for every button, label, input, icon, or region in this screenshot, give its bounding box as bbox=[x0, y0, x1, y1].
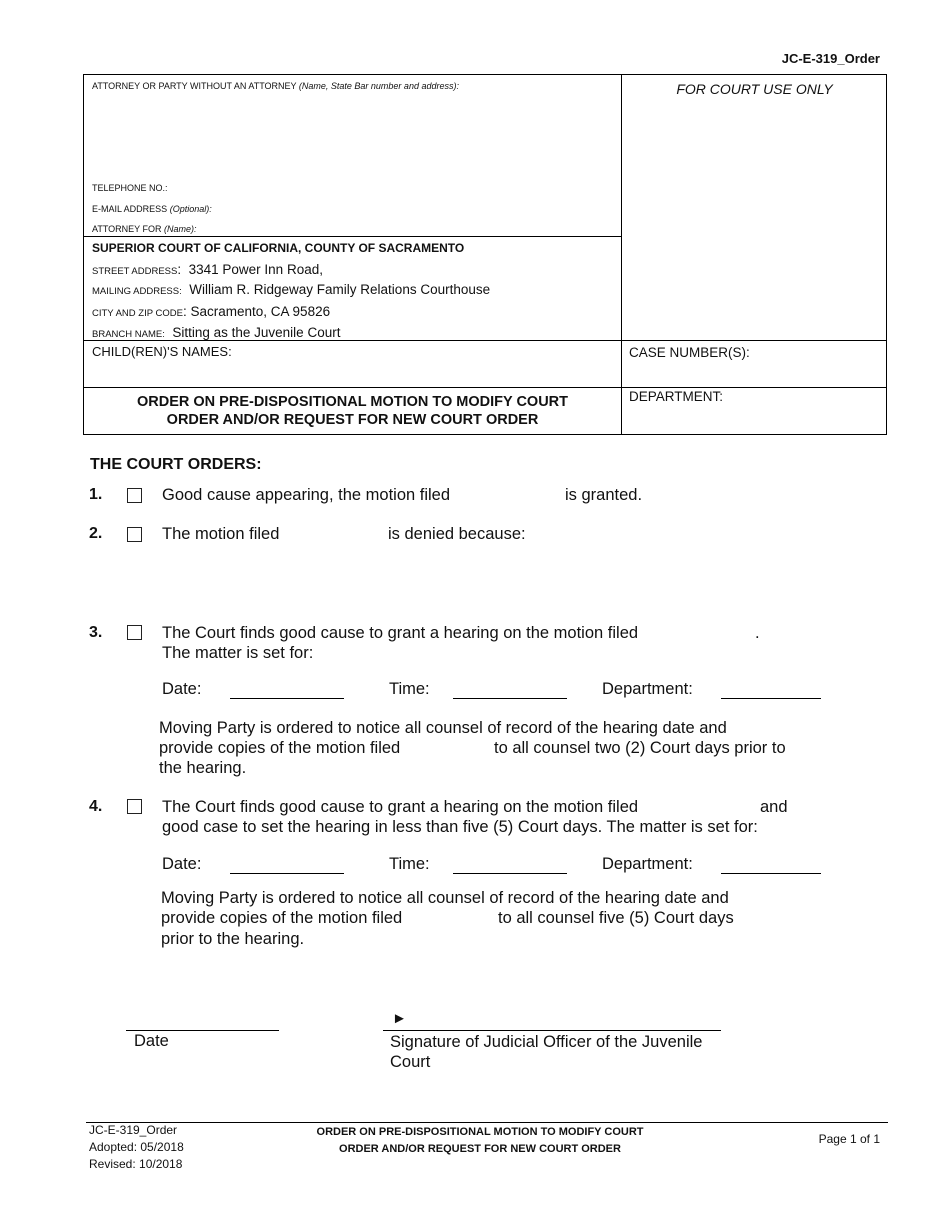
item3-notice2a: provide copies of the motion filed bbox=[159, 739, 401, 757]
item4-line1: The Court finds good cause to grant a hearing on the motion filed bbox=[162, 798, 639, 816]
item4-line2: good case to set the hearing in less than five (5) Court days. The matter is set for: bbox=[162, 818, 758, 836]
item4-time-field[interactable] bbox=[453, 873, 567, 874]
caption-rule bbox=[84, 387, 886, 388]
item-number: 4. bbox=[89, 798, 103, 815]
item3-notice2b: to all counsel two (2) Court days prior to bbox=[494, 739, 786, 757]
item4-notice1: Moving Party is ordered to notice all counsel of record of the hearing date and bbox=[161, 889, 729, 907]
date-signature-line[interactable] bbox=[126, 1030, 279, 1031]
item1-text-end: is granted. bbox=[565, 486, 643, 504]
city-zip: CITY AND ZIP CODE: Sacramento, CA 95826 bbox=[92, 304, 331, 319]
hearing-checkbox[interactable] bbox=[127, 625, 142, 640]
denied-checkbox[interactable] bbox=[127, 527, 142, 542]
item3-date-field[interactable] bbox=[230, 698, 344, 699]
item3-notice3: the hearing. bbox=[159, 759, 247, 777]
item3-time-label: Time: bbox=[389, 680, 430, 698]
form-id: JC-E-319_Order bbox=[781, 51, 880, 66]
item-number: 2. bbox=[89, 525, 103, 542]
department-label: DEPARTMENT: bbox=[629, 389, 724, 404]
attorney-label: ATTORNEY OR PARTY WITHOUT AN ATTORNEY (Name, State Bar number and address): bbox=[92, 81, 459, 91]
street-address: STREET ADDRESS: 3341 Power Inn Road, bbox=[92, 262, 323, 277]
caption-box bbox=[83, 74, 887, 435]
court-name: SUPERIOR COURT OF CALIFORNIA, COUNTY OF SACRAMENTO bbox=[92, 241, 465, 255]
court-use-label: FOR COURT USE ONLY bbox=[676, 81, 833, 97]
item4-department-field[interactable] bbox=[721, 873, 821, 874]
attorney-for-label: ATTORNEY FOR (Name): bbox=[92, 224, 197, 234]
caption-rule bbox=[84, 340, 886, 341]
item-number: 3. bbox=[89, 624, 103, 641]
item4-notice3: prior to the hearing. bbox=[161, 930, 305, 948]
form-title: ORDER ON PRE-DISPOSITIONAL MOTION TO MODIFY COURT ORDER AND/OR REQUEST FOR NEW COURT ORDER bbox=[137, 394, 568, 428]
item4-notice2a: provide copies of the motion filed bbox=[161, 909, 403, 927]
item4-date-field[interactable] bbox=[230, 873, 344, 874]
item4-date-label: Date: bbox=[162, 855, 202, 873]
item1-text: Good cause appearing, the motion filed bbox=[162, 486, 451, 504]
branch-name: BRANCH NAME: Sitting as the Juvenile Court bbox=[92, 325, 341, 340]
email-label: E-MAIL ADDRESS (Optional): bbox=[92, 204, 212, 214]
date-signature-label: Date bbox=[134, 1032, 169, 1050]
case-number-label: CASE NUMBER(S): bbox=[629, 345, 750, 360]
expedited-hearing-checkbox[interactable] bbox=[127, 799, 142, 814]
footer-rule bbox=[86, 1122, 888, 1123]
judicial-signature-label: Signature of Judicial Officer of the Juvenile Court bbox=[390, 1033, 703, 1071]
item-number: 1. bbox=[89, 486, 103, 503]
item3-department-label: Department: bbox=[602, 680, 693, 698]
item3-line2: The matter is set for: bbox=[162, 644, 314, 662]
children-names-label: CHILD(REN)'S NAMES: bbox=[92, 344, 232, 359]
footer-form-info: JC-E-319_Order Adopted: 05/2018 Revised: 10/2018 bbox=[89, 1123, 184, 1171]
granted-checkbox[interactable] bbox=[127, 488, 142, 503]
telephone-label: TELEPHONE NO.: bbox=[92, 183, 168, 193]
item2-text-end: is denied because: bbox=[388, 525, 526, 543]
caption-rule bbox=[84, 236, 621, 237]
item3-line1: The Court finds good cause to grant a hearing on the motion filed bbox=[162, 624, 639, 642]
signature-arrow-icon: ► bbox=[392, 1010, 407, 1027]
item3-department-field[interactable] bbox=[721, 698, 821, 699]
item3-notice1: Moving Party is ordered to notice all counsel of record of the hearing date and bbox=[159, 719, 727, 737]
mailing-address: MAILING ADDRESS: William R. Ridgeway Family Relations Courthouse bbox=[92, 282, 491, 297]
item3-date-label: Date: bbox=[162, 680, 202, 698]
footer-title: ORDER ON PRE-DISPOSITIONAL MOTION TO MODIFY COURT ORDER AND/OR REQUEST FOR NEW COURT ORDER bbox=[316, 1126, 644, 1155]
item4-notice2b: to all counsel five (5) Court days bbox=[498, 909, 734, 927]
item4-line1-end: and bbox=[760, 798, 788, 816]
item4-department-label: Department: bbox=[602, 855, 693, 873]
orders-heading: THE COURT ORDERS: bbox=[90, 456, 262, 473]
item4-time-label: Time: bbox=[389, 855, 430, 873]
item3-time-field[interactable] bbox=[453, 698, 567, 699]
page-number: Page 1 of 1 bbox=[818, 1132, 880, 1146]
item3-line1-end: . bbox=[755, 624, 760, 642]
caption-divider bbox=[621, 75, 622, 434]
item2-text: The motion filed bbox=[162, 525, 280, 543]
judicial-signature-line[interactable] bbox=[383, 1030, 721, 1031]
